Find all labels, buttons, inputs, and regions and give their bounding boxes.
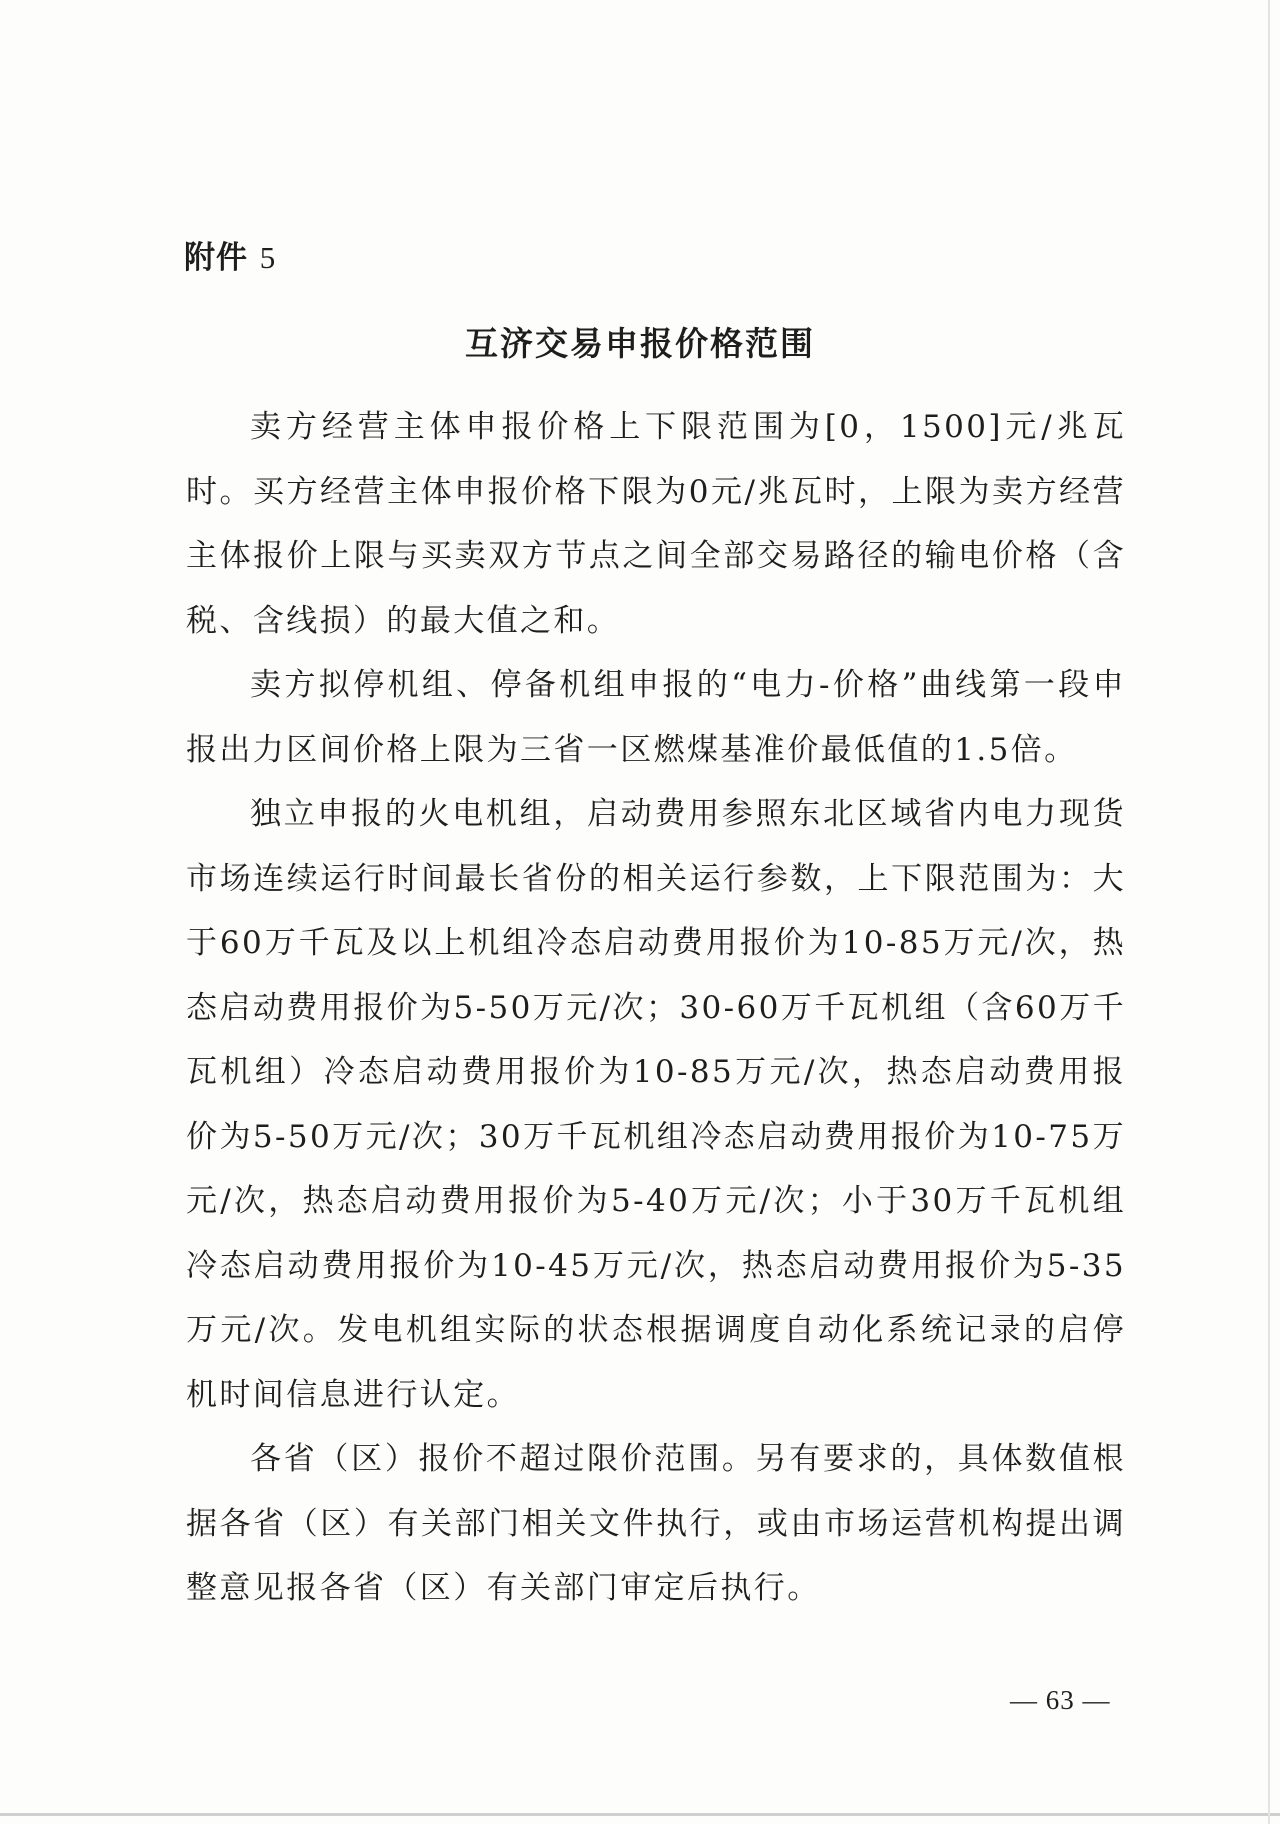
- paragraph-startup-cost: 独立申报的火电机组，启动费用参照东北区域省内电力现货市场连续运行时间最长省份的相关运行参数，上下限范围为：大于60万千瓦及以上机组冷态启动费用报价为10-85万元/次，热态启动费用报价为5-50万元/次；30-60万千瓦机组（含60万千瓦机组）冷态启动费用报价为10-85万元/次，热态启动费用报价为5-50万元/次；30万千瓦机组冷态启动费用报价为10-75万元/次，热态启动费用报价为5-40万元/次；小于30万千瓦机组冷态启动费用报价为10-45万元/次，热态启动费用报价为5-35万元/次。发电机组实际的状态根据调度自动化系统记录的启停机时间信息进行认定。: [186, 796, 1126, 1413]
- paragraph-shutdown-units: 卖方拟停机组、停备机组申报的“电力-价格”曲线第一段申报出力区间价格上限为三省一区燃煤基准价最低值的1.5倍。: [186, 667, 1126, 768]
- paragraph-provincial-limits: 各省（区）报价不超过限价范围。另有要求的，具体数值根据各省（区）有关部门相关文件执行，或由市场运营机构提出调整意见报各省（区）有关部门审定后执行。: [186, 1441, 1126, 1606]
- document-title: 互济交易申报价格范围: [465, 324, 815, 363]
- attachment-label-text: 附件: [184, 240, 248, 276]
- bottom-scan-edge: [0, 1813, 1280, 1816]
- document-body: [186, 395, 1126, 1621]
- attachment-number: 5: [259, 240, 277, 275]
- right-scan-edge: [1268, 0, 1270, 1824]
- page-number: — 63 —: [1010, 1685, 1111, 1715]
- attachment-label: [184, 232, 276, 277]
- paragraph-seller-price-range: 卖方经营主体申报价格上下限范围为[0，1500]元/兆瓦时。买方经营主体申报价格下限为0元/兆瓦时，上限为卖方经营主体报价上限与买卖双方节点之间全部交易路径的输电价格（含税、含线损）的最大值之和。: [186, 409, 1126, 639]
